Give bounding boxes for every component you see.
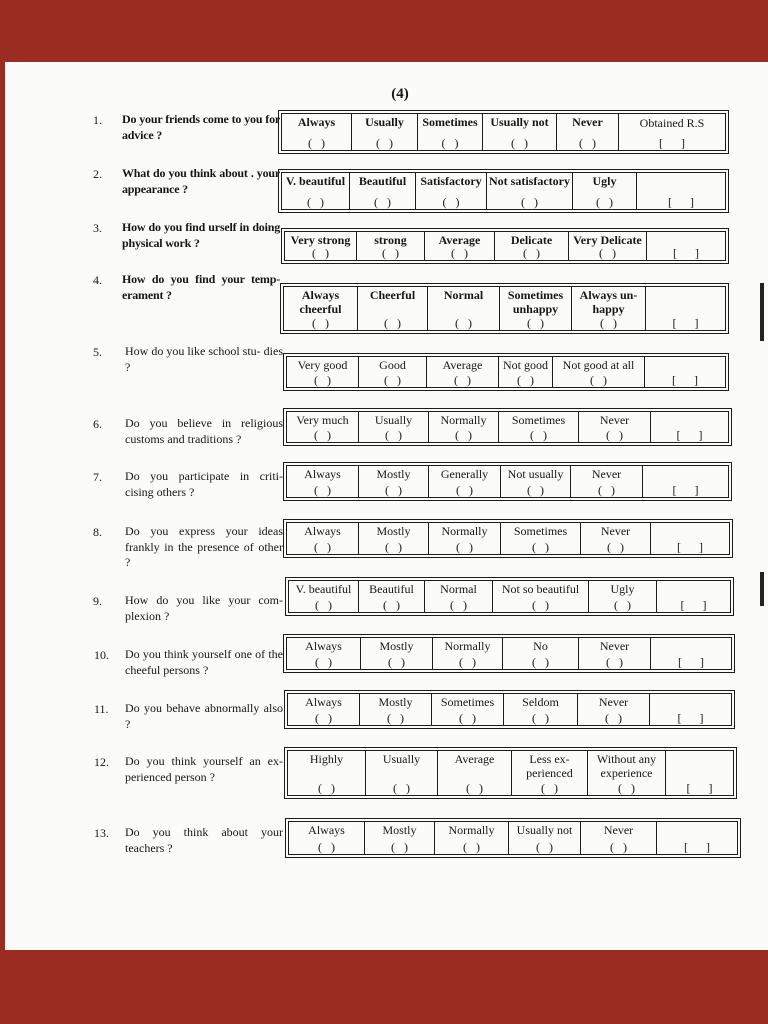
question-text: Do you participate in criti- cising others ? — [125, 469, 283, 499]
answer-option-label: Cheerful — [369, 288, 416, 302]
answer-checkbox[interactable]: ( ) — [536, 840, 553, 854]
answer-checkbox[interactable]: ( ) — [442, 195, 460, 209]
answer-option[interactable] — [495, 232, 569, 260]
answer-checkbox[interactable]: ( ) — [459, 711, 476, 725]
answer-checkbox[interactable]: ( ) — [614, 598, 631, 612]
answer-option[interactable] — [427, 357, 499, 387]
answer-checkbox[interactable]: ( ) — [314, 540, 331, 554]
answer-checkbox[interactable]: ( ) — [607, 540, 624, 554]
question-text: Do you believe in religious customs and traditions ? — [125, 416, 283, 446]
question-text: How do you like your com- plexion ? — [125, 593, 283, 623]
answer-options-row — [286, 411, 729, 443]
question-text: What do you think about . your appearance ? — [122, 166, 280, 196]
answer-option[interactable] — [425, 232, 495, 260]
answer-checkbox[interactable]: ( ) — [455, 316, 472, 330]
answer-options-row — [288, 580, 731, 613]
answer-option[interactable] — [287, 466, 359, 497]
answer-checkbox[interactable]: ( ) — [314, 373, 331, 387]
answer-checkbox[interactable]: ( ) — [610, 840, 627, 854]
answer-checkbox[interactable]: ( ) — [579, 136, 596, 150]
answer-option[interactable] — [357, 232, 425, 260]
answer-checkbox[interactable]: ( ) — [511, 136, 528, 150]
answer-checkbox[interactable]: ( ) — [388, 655, 405, 669]
answer-checkbox[interactable]: ( ) — [596, 195, 613, 209]
answer-option[interactable] — [589, 581, 657, 612]
answer-option[interactable] — [287, 357, 359, 387]
answer-checkbox[interactable]: ( ) — [384, 316, 401, 330]
answer-option-label: Never — [572, 115, 603, 129]
answer-option-label: Delicate — [510, 233, 553, 247]
answer-option[interactable] — [569, 232, 647, 260]
answer-checkbox[interactable]: ( ) — [455, 428, 472, 442]
answer-option[interactable] — [509, 822, 581, 854]
answer-checkbox[interactable]: ( ) — [521, 195, 538, 209]
answer-option-label: Normal — [443, 288, 484, 302]
answer-option-label: Normally — [448, 823, 495, 837]
answer-option[interactable] — [572, 287, 646, 330]
answer-option-label: V. beautiful — [295, 582, 352, 596]
answer-checkbox[interactable]: ( ) — [590, 373, 607, 387]
answer-option-label: Ugly — [592, 174, 617, 188]
answer-option[interactable] — [425, 581, 493, 612]
answer-option-label: Without any experience — [596, 752, 657, 780]
answer-options-row — [283, 286, 726, 331]
answer-option[interactable] — [493, 581, 589, 612]
answer-checkbox[interactable]: ( ) — [315, 598, 332, 612]
answer-checkbox[interactable]: ( ) — [385, 540, 402, 554]
answer-option[interactable] — [287, 412, 359, 442]
answer-checkbox[interactable]: ( ) — [527, 483, 544, 497]
answer-checkbox[interactable]: ( ) — [391, 840, 408, 854]
answer-checkbox[interactable]: ( ) — [376, 136, 393, 150]
answer-option[interactable] — [359, 523, 429, 554]
answer-checkbox[interactable]: ( ) — [382, 246, 399, 260]
answer-option[interactable] — [512, 751, 588, 795]
question-number: 8. — [93, 525, 102, 539]
score-cell — [650, 694, 731, 725]
answer-option-label: Normally — [444, 639, 491, 653]
score-input[interactable]: [ ] — [680, 598, 707, 612]
answer-option[interactable] — [579, 638, 651, 669]
answer-options-row — [286, 356, 726, 388]
question-number: 11. — [94, 702, 109, 716]
answer-option[interactable] — [588, 751, 666, 795]
answer-option[interactable] — [501, 523, 581, 554]
answer-checkbox[interactable]: ( ) — [385, 428, 402, 442]
answer-option[interactable] — [433, 638, 503, 669]
question-number: 7. — [93, 470, 102, 484]
score-input[interactable]: [ ] — [673, 246, 699, 260]
score-cell — [647, 232, 725, 260]
answer-option[interactable] — [499, 357, 553, 387]
answer-checkbox[interactable]: ( ) — [307, 195, 324, 209]
answer-options-row — [287, 750, 734, 796]
answer-option-label: Very strong — [290, 233, 351, 247]
answer-option[interactable] — [429, 466, 501, 497]
answer-option[interactable] — [359, 466, 429, 497]
answer-option[interactable] — [500, 287, 572, 330]
answer-option-label: Generally — [440, 467, 489, 481]
answer-option[interactable] — [366, 751, 438, 795]
score-cell — [619, 114, 725, 150]
answer-checkbox[interactable]: ( ) — [314, 428, 331, 442]
score-cell — [645, 357, 725, 387]
answer-checkbox[interactable]: ( ) — [517, 373, 534, 387]
answer-option[interactable] — [579, 412, 651, 442]
answer-checkbox[interactable]: ( ) — [383, 598, 400, 612]
answer-option[interactable] — [288, 751, 366, 795]
answer-checkbox[interactable]: ( ) — [463, 840, 480, 854]
answer-option[interactable] — [504, 694, 578, 725]
answer-checkbox[interactable]: ( ) — [600, 316, 617, 330]
answer-checkbox[interactable]: ( ) — [441, 136, 459, 150]
answer-checkbox[interactable]: ( ) — [606, 655, 623, 669]
margin-mark — [760, 572, 764, 606]
score-cell — [666, 751, 733, 795]
score-cell — [651, 412, 728, 442]
answer-option[interactable] — [573, 173, 637, 209]
answer-option[interactable] — [289, 581, 359, 612]
answer-option-label: Highly — [309, 752, 344, 766]
answer-option[interactable] — [359, 357, 427, 387]
answer-checkbox[interactable]: ( ) — [384, 373, 401, 387]
answer-option-label: Satisfactory — [420, 174, 482, 188]
question-number: 13. — [94, 826, 109, 840]
answer-checkbox[interactable]: ( ) — [393, 781, 410, 795]
answer-option-label: Very Delicate — [573, 233, 642, 247]
answer-checkbox[interactable]: ( ) — [451, 246, 468, 260]
answer-option-label: Mostly — [379, 639, 414, 653]
answer-checkbox[interactable]: ( ) — [598, 483, 615, 497]
answer-option-label: Average — [438, 233, 481, 247]
answer-option-label: Never — [603, 823, 634, 837]
answer-option-label: Not satisfactory — [489, 174, 570, 188]
answer-option-label: Less ex- perienced — [526, 752, 573, 780]
answer-option-label: Mostly — [378, 695, 413, 709]
score-input[interactable]: [ ] — [672, 316, 699, 330]
answer-checkbox[interactable]: ( ) — [606, 428, 623, 442]
score-input[interactable]: [ ] — [684, 840, 710, 854]
answer-option-label: Sometimes unhappy — [507, 288, 564, 316]
question-text: How do you like school stu- dies ? — [125, 344, 283, 374]
answer-option-label: Always cheerful — [299, 288, 342, 316]
answer-option-label: Mostly — [382, 823, 417, 837]
answer-options-row — [288, 821, 738, 855]
answer-option-label: Sometimes — [511, 413, 566, 427]
answer-options-row — [286, 465, 729, 498]
question-text: Do you think yourself an ex- perienced person ? — [125, 754, 283, 784]
answer-option[interactable] — [282, 173, 350, 209]
answer-option[interactable] — [289, 822, 365, 854]
answer-checkbox[interactable]: ( ) — [532, 598, 549, 612]
answer-options-row — [284, 231, 726, 261]
answer-option-label: Beautiful — [369, 582, 414, 596]
answer-checkbox[interactable]: ( ) — [466, 781, 483, 795]
score-cell — [651, 523, 729, 554]
answer-option[interactable] — [358, 287, 428, 330]
answer-option[interactable] — [287, 638, 361, 669]
margin-mark — [760, 283, 764, 341]
answer-option-label: Always — [304, 524, 341, 538]
answer-option-label: Always — [308, 823, 345, 837]
answer-option[interactable] — [501, 466, 571, 497]
answer-option-label: Not good at all — [562, 358, 635, 372]
answer-option-label: Mostly — [376, 467, 411, 481]
answer-option-label: Sometimes — [513, 524, 568, 538]
answer-option[interactable] — [359, 412, 429, 442]
answer-checkbox[interactable]: ( ) — [387, 711, 404, 725]
question-text: Do you think yourself one of the cheeful persons ? — [125, 647, 283, 677]
question-number: 6. — [93, 417, 102, 431]
answer-checkbox[interactable]: ( ) — [318, 840, 335, 854]
answer-option[interactable] — [499, 412, 579, 442]
answer-option-label: Never — [591, 467, 622, 481]
score-cell — [637, 173, 725, 209]
answer-option[interactable] — [483, 114, 557, 150]
score-input[interactable]: [ ] — [659, 136, 685, 150]
answer-option[interactable] — [432, 694, 504, 725]
answer-option-label: Usually not — [516, 823, 573, 837]
question-number: 4. — [93, 273, 102, 287]
answer-checkbox[interactable]: ( ) — [308, 136, 325, 150]
answer-checkbox[interactable]: ( ) — [618, 781, 635, 795]
score-cell — [651, 638, 731, 669]
answer-options-row — [286, 522, 730, 555]
question-number: 9. — [93, 594, 102, 608]
answer-options-row — [281, 172, 726, 210]
answer-option-label: Always — [297, 115, 336, 129]
answer-option-label: Very much — [296, 413, 349, 427]
answer-option-label: Sometimes — [422, 115, 478, 129]
score-input[interactable]: [ ] — [686, 781, 713, 795]
answer-option-label: Never — [598, 695, 629, 709]
question-text: How do you find urself in doing physical work ? — [122, 220, 280, 250]
question-number: 3. — [93, 221, 102, 235]
answer-option-label: Very good — [297, 358, 348, 372]
answer-checkbox[interactable]: ( ) — [456, 483, 473, 497]
answer-option[interactable] — [435, 822, 509, 854]
question-text: Do you behave abnormally also ? — [125, 701, 283, 731]
score-cell — [643, 466, 728, 497]
answer-option[interactable] — [416, 173, 487, 209]
answer-option[interactable] — [359, 581, 425, 612]
answer-option-label: Seldom — [522, 695, 559, 709]
answer-option[interactable] — [360, 694, 432, 725]
answer-checkbox[interactable]: ( ) — [532, 655, 549, 669]
score-header: Obtained R.S — [639, 116, 705, 130]
answer-checkbox[interactable]: ( ) — [314, 483, 331, 497]
score-cell — [657, 822, 737, 854]
answer-option[interactable] — [438, 751, 512, 795]
answer-options-row — [287, 693, 732, 726]
score-input[interactable]: [ ] — [676, 428, 703, 442]
answer-option-label: Always — [304, 467, 341, 481]
answer-option-label: No — [533, 639, 548, 653]
score-cell — [646, 287, 725, 330]
question-number: 1. — [93, 113, 102, 127]
answer-checkbox[interactable]: ( ) — [450, 598, 467, 612]
question-text: Do your friends come to you for advice ? — [122, 112, 280, 142]
score-input[interactable]: [ ] — [668, 195, 694, 209]
answer-option[interactable] — [361, 638, 433, 669]
answer-option[interactable] — [571, 466, 643, 497]
answer-checkbox[interactable]: ( ) — [318, 781, 335, 795]
answer-checkbox[interactable]: ( ) — [374, 195, 391, 209]
score-input[interactable]: [ ] — [672, 483, 699, 497]
question-number: 12. — [94, 755, 109, 769]
answer-option-label: Sometimes — [440, 695, 495, 709]
answer-option[interactable] — [429, 523, 501, 554]
page-number: (4) — [391, 86, 409, 102]
score-cell — [657, 581, 730, 612]
answer-option-label: Usually — [374, 413, 413, 427]
answer-options-row — [286, 637, 732, 670]
answer-option-label: Beautiful — [358, 174, 407, 188]
answer-option[interactable] — [352, 114, 418, 150]
answer-option[interactable] — [285, 232, 357, 260]
question-text: Do you think about your teachers ? — [125, 825, 283, 855]
question-number: 10. — [94, 648, 109, 662]
answer-option-label: Always — [305, 695, 342, 709]
answer-option[interactable] — [487, 173, 573, 209]
answer-checkbox[interactable]: ( ) — [459, 655, 476, 669]
question-text: How do you find your temp- erament ? — [122, 272, 280, 302]
answer-option-label: Not so beautiful — [501, 582, 580, 596]
answer-option[interactable] — [350, 173, 416, 209]
answer-option-label: Never — [600, 524, 631, 538]
answer-checkbox[interactable]: ( ) — [532, 711, 549, 725]
answer-checkbox[interactable]: ( ) — [532, 540, 549, 554]
answer-option-label: Average — [442, 358, 483, 372]
answer-option-label: Usually — [382, 752, 421, 766]
answer-option-label: strong — [374, 233, 407, 247]
score-input[interactable]: [ ] — [672, 373, 698, 387]
answer-checkbox[interactable]: ( ) — [530, 428, 547, 442]
answer-option-label: V. beautiful — [285, 174, 346, 188]
answer-checkbox[interactable]: ( ) — [527, 316, 544, 330]
question-number: 5. — [93, 345, 102, 359]
answer-option[interactable] — [581, 822, 657, 854]
answer-option[interactable] — [365, 822, 435, 854]
answer-option-label: Good — [379, 358, 406, 372]
answer-option-label: Normal — [440, 582, 477, 596]
answer-option-label: Always un- happy — [579, 288, 638, 316]
answer-option-label: Ugly — [610, 582, 635, 596]
question-number: 2. — [93, 167, 102, 181]
score-input[interactable]: [ ] — [677, 540, 703, 554]
answer-option[interactable] — [287, 523, 359, 554]
score-input[interactable]: [ ] — [677, 711, 704, 725]
answer-checkbox[interactable]: ( ) — [541, 781, 558, 795]
answer-checkbox[interactable]: ( ) — [454, 373, 471, 387]
answer-option[interactable] — [578, 694, 650, 725]
answer-option-label: Never — [599, 413, 630, 427]
answer-option[interactable] — [429, 412, 499, 442]
answer-option[interactable] — [553, 357, 645, 387]
question-text: Do you express your ideas frankly in the presence of other ? — [125, 524, 283, 569]
answer-option[interactable] — [284, 287, 358, 330]
answer-option-label: Normally — [441, 524, 488, 538]
answer-option-label: Always — [305, 639, 342, 653]
answer-option[interactable] — [282, 114, 352, 150]
answer-option-label: Not usually — [507, 467, 564, 481]
answer-checkbox[interactable]: ( ) — [599, 246, 616, 260]
answer-checkbox[interactable]: ( ) — [456, 540, 473, 554]
answer-checkbox[interactable]: ( ) — [523, 246, 540, 260]
answer-checkbox[interactable]: ( ) — [312, 316, 329, 330]
answer-option[interactable] — [581, 523, 651, 554]
answer-checkbox[interactable]: ( ) — [315, 711, 332, 725]
answer-option-label: Normally — [440, 413, 487, 427]
answer-option[interactable] — [503, 638, 579, 669]
answer-option-label: Average — [454, 752, 495, 766]
answer-options-row — [281, 113, 726, 151]
answer-option[interactable] — [418, 114, 483, 150]
answer-option-label: Never — [599, 639, 630, 653]
answer-option-label: Usually — [365, 115, 404, 129]
answer-option[interactable] — [288, 694, 360, 725]
score-input[interactable]: [ ] — [678, 655, 704, 669]
answer-option-label: Not good — [503, 358, 548, 372]
answer-option[interactable] — [557, 114, 619, 150]
answer-checkbox[interactable]: ( ) — [315, 655, 332, 669]
answer-option[interactable] — [428, 287, 500, 330]
answer-option-label: Usually not — [490, 115, 549, 129]
answer-checkbox[interactable]: ( ) — [605, 711, 622, 725]
answer-checkbox[interactable]: ( ) — [385, 483, 402, 497]
answer-checkbox[interactable]: ( ) — [312, 246, 329, 260]
answer-option-label: Mostly — [376, 524, 411, 538]
